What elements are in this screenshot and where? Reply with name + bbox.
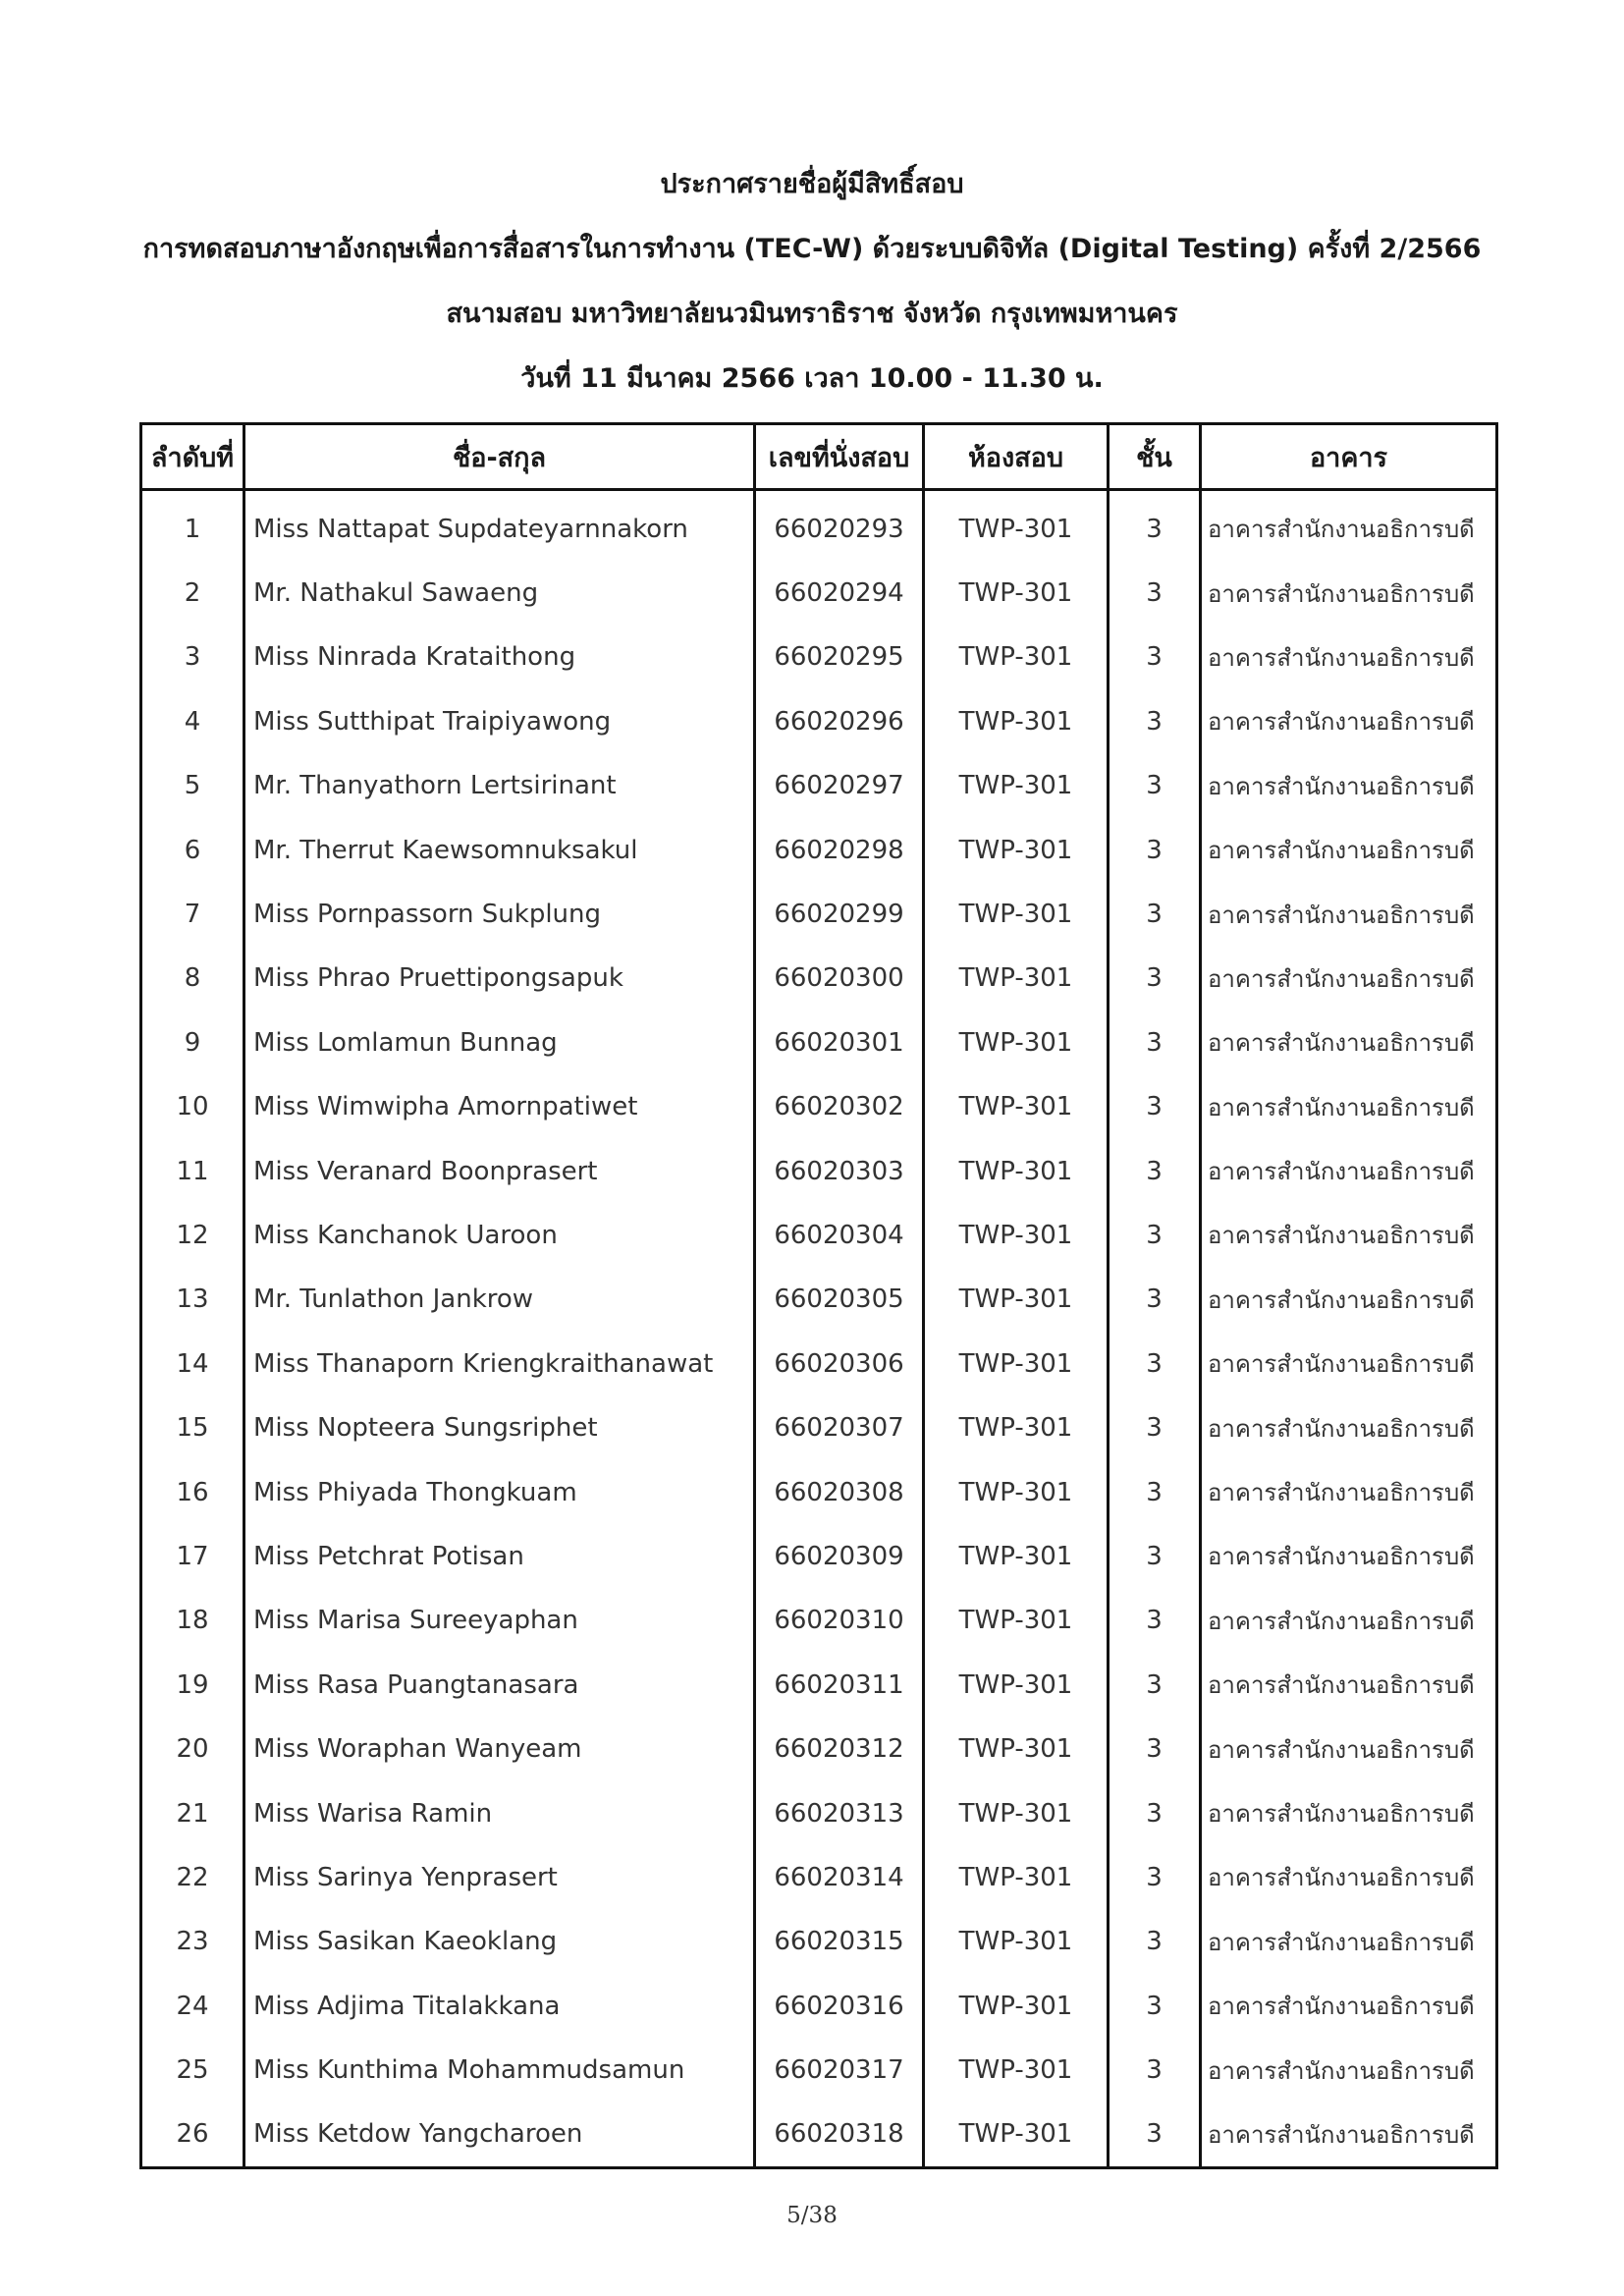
cell-room: TWP-301 (924, 882, 1109, 946)
cell-seat: 66020302 (755, 1075, 924, 1139)
table-row (141, 1524, 1497, 1588)
table-row (141, 1460, 1497, 1524)
cell-name: Miss Lomlamun Bunnag (244, 1011, 755, 1074)
cell-room: TWP-301 (924, 1011, 1109, 1074)
announcement-header (0, 152, 1624, 411)
cell-name: Mr. Thanyathorn Lertsirinant (244, 754, 755, 818)
cell-floor: 3 (1109, 1717, 1201, 1780)
cell-seat: 66020313 (755, 1781, 924, 1845)
cell-room: TWP-301 (924, 689, 1109, 753)
cell-seat: 66020312 (755, 1717, 924, 1780)
cell-building: อาคารสำนักงานอธิการบดี (1201, 947, 1497, 1011)
cell-seat: 66020316 (755, 1974, 924, 2038)
cell-building: อาคารสำนักงานอธิการบดี (1201, 1139, 1497, 1203)
cell-building: อาคารสำนักงานอธิการบดี (1201, 2103, 1497, 2168)
table-row (141, 1268, 1497, 1332)
cell-room: TWP-301 (924, 1974, 1109, 2038)
cell-floor: 3 (1109, 1974, 1201, 2038)
cell-building: อาคารสำนักงานอธิการบดี (1201, 1011, 1497, 1074)
cell-building: อาคารสำนักงานอธิการบดี (1201, 1974, 1497, 2038)
cell-building: อาคารสำนักงานอธิการบดี (1201, 2038, 1497, 2102)
cell-building: อาคารสำนักงานอธิการบดี (1201, 1395, 1497, 1459)
cell-no: 3 (184, 642, 201, 673)
cell-no: 9 (184, 1027, 201, 1058)
cell-floor: 3 (1109, 1011, 1201, 1074)
cell-seat: 66020297 (755, 754, 924, 818)
cell-floor: 3 (1109, 947, 1201, 1011)
cell-floor: 3 (1109, 818, 1201, 882)
cell-room: TWP-301 (924, 2038, 1109, 2102)
cell-name: Miss Adjima Titalakkana (244, 1974, 755, 2038)
cell-building: อาคารสำนักงานอธิการบดี (1201, 1203, 1497, 1267)
cell-name: Miss Sutthipat Traipiyawong (244, 689, 755, 753)
cell-room: TWP-301 (924, 1717, 1109, 1780)
cell-seat: 66020310 (755, 1589, 924, 1653)
cell-room: TWP-301 (924, 1653, 1109, 1717)
table-row (141, 1845, 1497, 1909)
cell-name: Mr. Therrut Kaewsomnuksakul (244, 818, 755, 882)
column-header-no: ลำดับที่ (141, 424, 244, 490)
cell-name: Miss Kunthima Mohammudsamun (244, 2038, 755, 2102)
cell-floor: 3 (1109, 1781, 1201, 1845)
cell-room: TWP-301 (924, 1203, 1109, 1267)
cell-floor: 3 (1109, 1139, 1201, 1203)
cell-room: TWP-301 (924, 1524, 1109, 1588)
table-row (141, 1717, 1497, 1780)
cell-no: 26 (176, 2119, 209, 2150)
cell-room: TWP-301 (924, 947, 1109, 1011)
table-row (141, 1203, 1497, 1267)
column-header-room: ห้องสอบ (924, 424, 1109, 490)
table-row (141, 818, 1497, 882)
table-row (141, 754, 1497, 818)
cell-no: 20 (176, 1734, 209, 1765)
announcement-title: ประกาศรายชื่อผู้มีสิทธิ์สอบ (660, 169, 964, 199)
cell-floor: 3 (1109, 754, 1201, 818)
cell-no: 25 (176, 2055, 209, 2086)
cell-seat: 66020296 (755, 689, 924, 753)
cell-no: 13 (176, 1285, 209, 1315)
cell-seat: 66020300 (755, 947, 924, 1011)
cell-name: Miss Ketdow Yangcharoen (244, 2103, 755, 2168)
cell-floor: 3 (1109, 882, 1201, 946)
cell-seat: 66020305 (755, 1268, 924, 1332)
cell-no: 17 (176, 1541, 209, 1571)
cell-name: Miss Nattapat Supdateyarnnakorn (244, 490, 755, 562)
table-row (141, 2038, 1497, 2102)
cell-room: TWP-301 (924, 754, 1109, 818)
cell-seat: 66020293 (755, 490, 924, 562)
cell-name: Miss Woraphan Wanyeam (244, 1717, 755, 1780)
cell-floor: 3 (1109, 1460, 1201, 1524)
cell-name: Miss Phiyada Thongkuam (244, 1460, 755, 1524)
cell-building: อาคารสำนักงานอธิการบดี (1201, 626, 1497, 689)
cell-no: 19 (176, 1669, 209, 1700)
cell-building: อาคารสำนักงานอธิการบดี (1201, 1653, 1497, 1717)
cell-no: 12 (176, 1220, 209, 1250)
cell-no: 24 (176, 1991, 209, 2021)
cell-building: อาคารสำนักงานอธิการบดี (1201, 1781, 1497, 1845)
cell-room: TWP-301 (924, 490, 1109, 562)
cell-name: Miss Marisa Sureeyaphan (244, 1589, 755, 1653)
cell-building: อาคารสำนักงานอธิการบดี (1201, 1268, 1497, 1332)
cell-building: อาคารสำนักงานอธิการบดี (1201, 754, 1497, 818)
cell-seat: 66020311 (755, 1653, 924, 1717)
cell-floor: 3 (1109, 1203, 1201, 1267)
cell-room: TWP-301 (924, 818, 1109, 882)
cell-name: Miss Wimwipha Amornpatiwet (244, 1075, 755, 1139)
cell-building: อาคารสำนักงานอธิการบดี (1201, 1524, 1497, 1588)
cell-building: อาคารสำนักงานอธิการบดี (1201, 1332, 1497, 1395)
cell-building: อาคารสำนักงานอธิการบดี (1201, 1589, 1497, 1653)
exam-name: การทดสอบภาษาอังกฤษเพื่อการสื่อสารในการทำงาน (TEC-W) ด้วยระบบดิจิทัล (Digital Testing) ครั้งที่ 2/2566 (142, 234, 1482, 264)
table-row (141, 1332, 1497, 1395)
cell-no: 8 (184, 963, 201, 994)
cell-floor: 3 (1109, 1075, 1201, 1139)
cell-seat: 66020309 (755, 1524, 924, 1588)
table-row (141, 1075, 1497, 1139)
cell-building: อาคารสำนักงานอธิการบดี (1201, 818, 1497, 882)
table-row (141, 882, 1497, 946)
table-row (141, 947, 1497, 1011)
cell-seat: 66020315 (755, 1910, 924, 1974)
cell-no: 22 (176, 1862, 209, 1892)
cell-floor: 3 (1109, 1268, 1201, 1332)
cell-seat: 66020314 (755, 1845, 924, 1909)
cell-seat: 66020307 (755, 1395, 924, 1459)
exam-datetime: วันที่ 11 มีนาคม 2566 เวลา 10.00 - 11.30 น. (520, 363, 1104, 394)
cell-building: อาคารสำนักงานอธิการบดี (1201, 1845, 1497, 1909)
cell-floor: 3 (1109, 1910, 1201, 1974)
cell-floor: 3 (1109, 1332, 1201, 1395)
table-row (141, 626, 1497, 689)
cell-name: Miss Sarinya Yenprasert (244, 1845, 755, 1909)
cell-no: 5 (184, 771, 201, 801)
cell-room: TWP-301 (924, 1781, 1109, 1845)
cell-no: 23 (176, 1927, 209, 1957)
cell-seat: 66020317 (755, 2038, 924, 2102)
cell-room: TWP-301 (924, 1332, 1109, 1395)
cell-floor: 3 (1109, 1845, 1201, 1909)
cell-no: 18 (176, 1606, 209, 1636)
cell-building: อาคารสำนักงานอธิการบดี (1201, 561, 1497, 625)
cell-building: อาคารสำนักงานอธิการบดี (1201, 1460, 1497, 1524)
cell-seat: 66020295 (755, 626, 924, 689)
table-row (141, 1589, 1497, 1653)
candidate-table (139, 422, 1498, 2169)
column-header-name: ชื่อ-สกุล (244, 424, 755, 490)
page-number: 5/38 (786, 2203, 838, 2228)
cell-floor: 3 (1109, 626, 1201, 689)
cell-name: Mr. Nathakul Sawaeng (244, 561, 755, 625)
cell-no: 21 (176, 1798, 209, 1829)
cell-name: Miss Veranard Boonprasert (244, 1139, 755, 1203)
cell-room: TWP-301 (924, 1589, 1109, 1653)
cell-name: Miss Kanchanok Uaroon (244, 1203, 755, 1267)
cell-room: TWP-301 (924, 1075, 1109, 1139)
table-row (141, 1974, 1497, 2038)
cell-seat: 66020318 (755, 2103, 924, 2168)
cell-no: 14 (176, 1348, 209, 1379)
table-row (141, 490, 1497, 562)
table-row (141, 561, 1497, 625)
table-row (141, 1139, 1497, 1203)
cell-name: Miss Petchrat Potisan (244, 1524, 755, 1588)
cell-seat: 66020308 (755, 1460, 924, 1524)
cell-no: 6 (184, 835, 201, 865)
table-row (141, 2103, 1497, 2168)
cell-no: 16 (176, 1477, 209, 1507)
cell-seat: 66020306 (755, 1332, 924, 1395)
cell-seat: 66020294 (755, 561, 924, 625)
cell-building: อาคารสำนักงานอธิการบดี (1201, 1717, 1497, 1780)
cell-floor: 3 (1109, 1653, 1201, 1717)
cell-no: 11 (176, 1156, 209, 1186)
exam-venue: สนามสอบ มหาวิทยาลัยนวมินทราธิราช จังหวัด กรุงเทพมหานคร (446, 299, 1178, 329)
cell-floor: 3 (1109, 561, 1201, 625)
cell-no: 4 (184, 706, 201, 737)
column-header-seat: เลขที่นั่งสอบ (755, 424, 924, 490)
cell-room: TWP-301 (924, 1139, 1109, 1203)
cell-building: อาคารสำนักงานอธิการบดี (1201, 490, 1497, 562)
table-row (141, 1910, 1497, 1974)
cell-seat: 66020304 (755, 1203, 924, 1267)
cell-seat: 66020303 (755, 1139, 924, 1203)
cell-building: อาคารสำนักงานอธิการบดี (1201, 1910, 1497, 1974)
table-row (141, 689, 1497, 753)
cell-no: 10 (176, 1092, 209, 1122)
cell-name: Miss Thanaporn Kriengkraithanawat (244, 1332, 755, 1395)
cell-name: Mr. Tunlathon Jankrow (244, 1268, 755, 1332)
cell-floor: 3 (1109, 2038, 1201, 2102)
table-header-row (141, 424, 1497, 490)
cell-building: อาคารสำนักงานอธิการบดี (1201, 689, 1497, 753)
cell-name: Miss Sasikan Kaeoklang (244, 1910, 755, 1974)
cell-room: TWP-301 (924, 561, 1109, 625)
cell-no: 2 (184, 578, 201, 609)
table-row (141, 1011, 1497, 1074)
cell-name: Miss Ninrada Krataithong (244, 626, 755, 689)
cell-floor: 3 (1109, 2103, 1201, 2168)
cell-room: TWP-301 (924, 1268, 1109, 1332)
cell-building: อาคารสำนักงานอธิการบดี (1201, 1075, 1497, 1139)
cell-building: อาคารสำนักงานอธิการบดี (1201, 882, 1497, 946)
cell-no: 1 (184, 514, 201, 544)
cell-name: Miss Pornpassorn Sukplung (244, 882, 755, 946)
cell-floor: 3 (1109, 1589, 1201, 1653)
cell-floor: 3 (1109, 1524, 1201, 1588)
cell-name: Miss Warisa Ramin (244, 1781, 755, 1845)
cell-no: 7 (184, 900, 201, 930)
table-row (141, 1781, 1497, 1845)
cell-no: 15 (176, 1413, 209, 1444)
cell-seat: 66020299 (755, 882, 924, 946)
cell-name: Miss Rasa Puangtanasara (244, 1653, 755, 1717)
table-row (141, 1653, 1497, 1717)
cell-room: TWP-301 (924, 2103, 1109, 2168)
cell-room: TWP-301 (924, 1910, 1109, 1974)
cell-floor: 3 (1109, 490, 1201, 562)
cell-seat: 66020301 (755, 1011, 924, 1074)
cell-room: TWP-301 (924, 1460, 1109, 1524)
cell-room: TWP-301 (924, 1845, 1109, 1909)
column-header-floor: ชั้น (1109, 424, 1201, 490)
table-row (141, 1395, 1497, 1459)
cell-seat: 66020298 (755, 818, 924, 882)
cell-floor: 3 (1109, 689, 1201, 753)
cell-name: Miss Phrao Pruettipongsapuk (244, 947, 755, 1011)
cell-room: TWP-301 (924, 626, 1109, 689)
cell-room: TWP-301 (924, 1395, 1109, 1459)
cell-floor: 3 (1109, 1395, 1201, 1459)
column-header-building: อาคาร (1201, 424, 1497, 490)
table-body (141, 490, 1497, 2168)
cell-name: Miss Nopteera Sungsriphet (244, 1395, 755, 1459)
